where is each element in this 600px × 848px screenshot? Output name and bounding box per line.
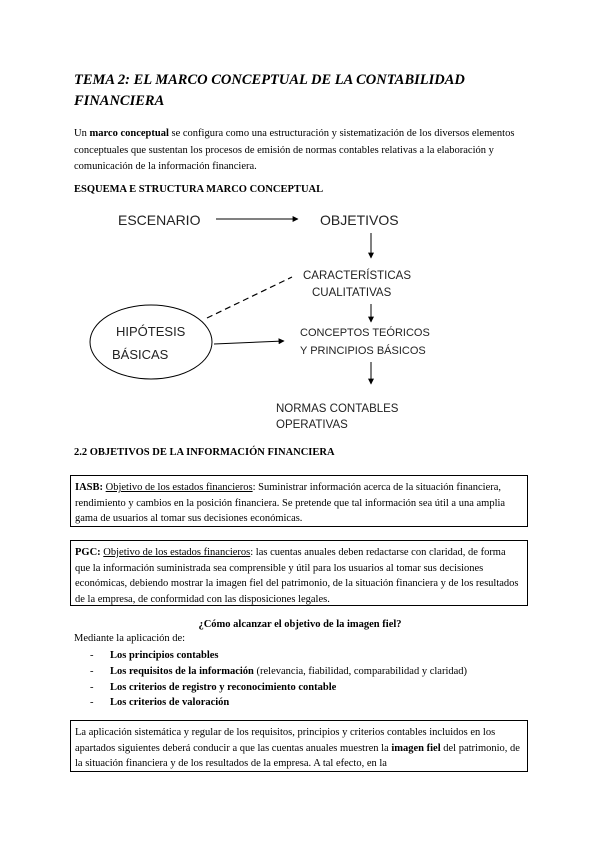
criteria-item [90, 680, 540, 696]
dash-marker: - [90, 650, 94, 661]
intro-bold-term: marco conceptual [89, 128, 169, 139]
iasb-label: IASB: [75, 482, 104, 493]
dash-marker: - [90, 697, 94, 709]
dashed-link-hipotesis-caracteristicas [207, 277, 292, 318]
final-bold: imagen fiel [391, 742, 441, 754]
criteria-item [90, 695, 540, 711]
intro-rest: se configura como una estructuración y sistematización de los diversos elementos conceptuales que sustentan los procesos de emisión de normas contables relativas a la elaboración y comunicación de la información financiera. [74, 128, 515, 172]
diagram-normas-1: NORMAS CONTABLES [276, 403, 399, 415]
diagram-conceptos-2: Y PRINCIPIOS BÁSICOS [300, 345, 426, 357]
diagram-hipotesis-2: BÁSICAS [112, 347, 169, 362]
mediante-text: Mediante la aplicación de: [74, 633, 186, 644]
pgc-text: : las cuentas anuales deben redactarse con claridad, de forma que la información suministrada sea comprensible y útil para los usuarios al tomar sus decisiones económicas, debiendo mostrar la imagen fiel del patrimonio, de la situación financiera y de los resultados de la empresa, de conformidad con las disposiciones legales. [75, 547, 519, 605]
intro-paragraph [74, 126, 534, 176]
final-text-1: La aplicación sistemática y regular de los requisitos, principios y criterios contables incluidos en los apartados siguientes deberá conducir a que las cuentas anuales muestren la [75, 727, 496, 754]
criteria-item-bold: Los requisitos de la información [110, 665, 254, 677]
marco-conceptual-diagram [0, 200, 600, 440]
final-box [70, 720, 528, 772]
criteria-list [90, 648, 540, 711]
diagram-objetivos: OBJETIVOS [320, 212, 399, 228]
diagram-hipotesis-1: HIPÓTESIS [116, 324, 186, 339]
criteria-item-bold: Los criterios de registro y reconocimiento contable [110, 681, 337, 693]
pgc-label: PGC: [75, 547, 101, 558]
diagram-conceptos-1: CONCEPTOS TEÓRICOS [300, 327, 430, 339]
diagram-caracteristicas-1: CARACTERÍSTICAS [303, 270, 411, 282]
criteria-item-bold: Los criterios de valoración [110, 697, 230, 709]
arrow-hipotesis-conceptos [214, 341, 284, 344]
criteria-item-rest: (relevancia, fiabilidad, comparabilidad y claridad) [253, 665, 468, 677]
section-2-2-heading: 2.2 OBJETIVOS DE LA INFORMACIÓN FINANCIERA [74, 447, 335, 458]
dash-marker: - [90, 665, 94, 677]
iasb-underlined: Objetivo de los estados financieros [105, 482, 253, 493]
dash-marker: - [90, 681, 94, 693]
diagram-normas-2: OPERATIVAS [276, 419, 348, 431]
criteria-item-bold: Los principios contables [110, 650, 219, 661]
page-title: TEMA 2: EL MARCO CONCEPTUAL DE LA CONTABILIDAD FINANCIERA [74, 72, 465, 109]
diagram-caracteristicas-2: CUALITATIVAS [312, 287, 392, 299]
final-text-2: del patrimonio, de la situación financiera y de los resultados de la empresa. A tal efecto, en la [75, 742, 520, 769]
schema-heading: ESQUEMA E STRUCTURA MARCO CONCEPTUAL [74, 184, 324, 195]
hipotesis-ellipse [90, 305, 212, 379]
iasb-box [70, 475, 528, 527]
imagen-fiel-question: ¿Cómo alcanzar el objetivo de la imagen fiel? [198, 619, 402, 630]
iasb-text: : Suministrar información acerca de la situación financiera, rendimiento y cambios en la posición financiera. Se pretende que tal información sea útil a una amplia gama de usuarios al tomar sus decisiones económicas. [75, 482, 506, 524]
pgc-box [70, 540, 528, 606]
diagram-escenario: ESCENARIO [118, 212, 201, 228]
criteria-item [90, 648, 540, 664]
pgc-underlined: Objetivo de los estados financieros [103, 547, 251, 558]
criteria-item [90, 664, 540, 680]
intro-lead: Un [74, 128, 90, 139]
